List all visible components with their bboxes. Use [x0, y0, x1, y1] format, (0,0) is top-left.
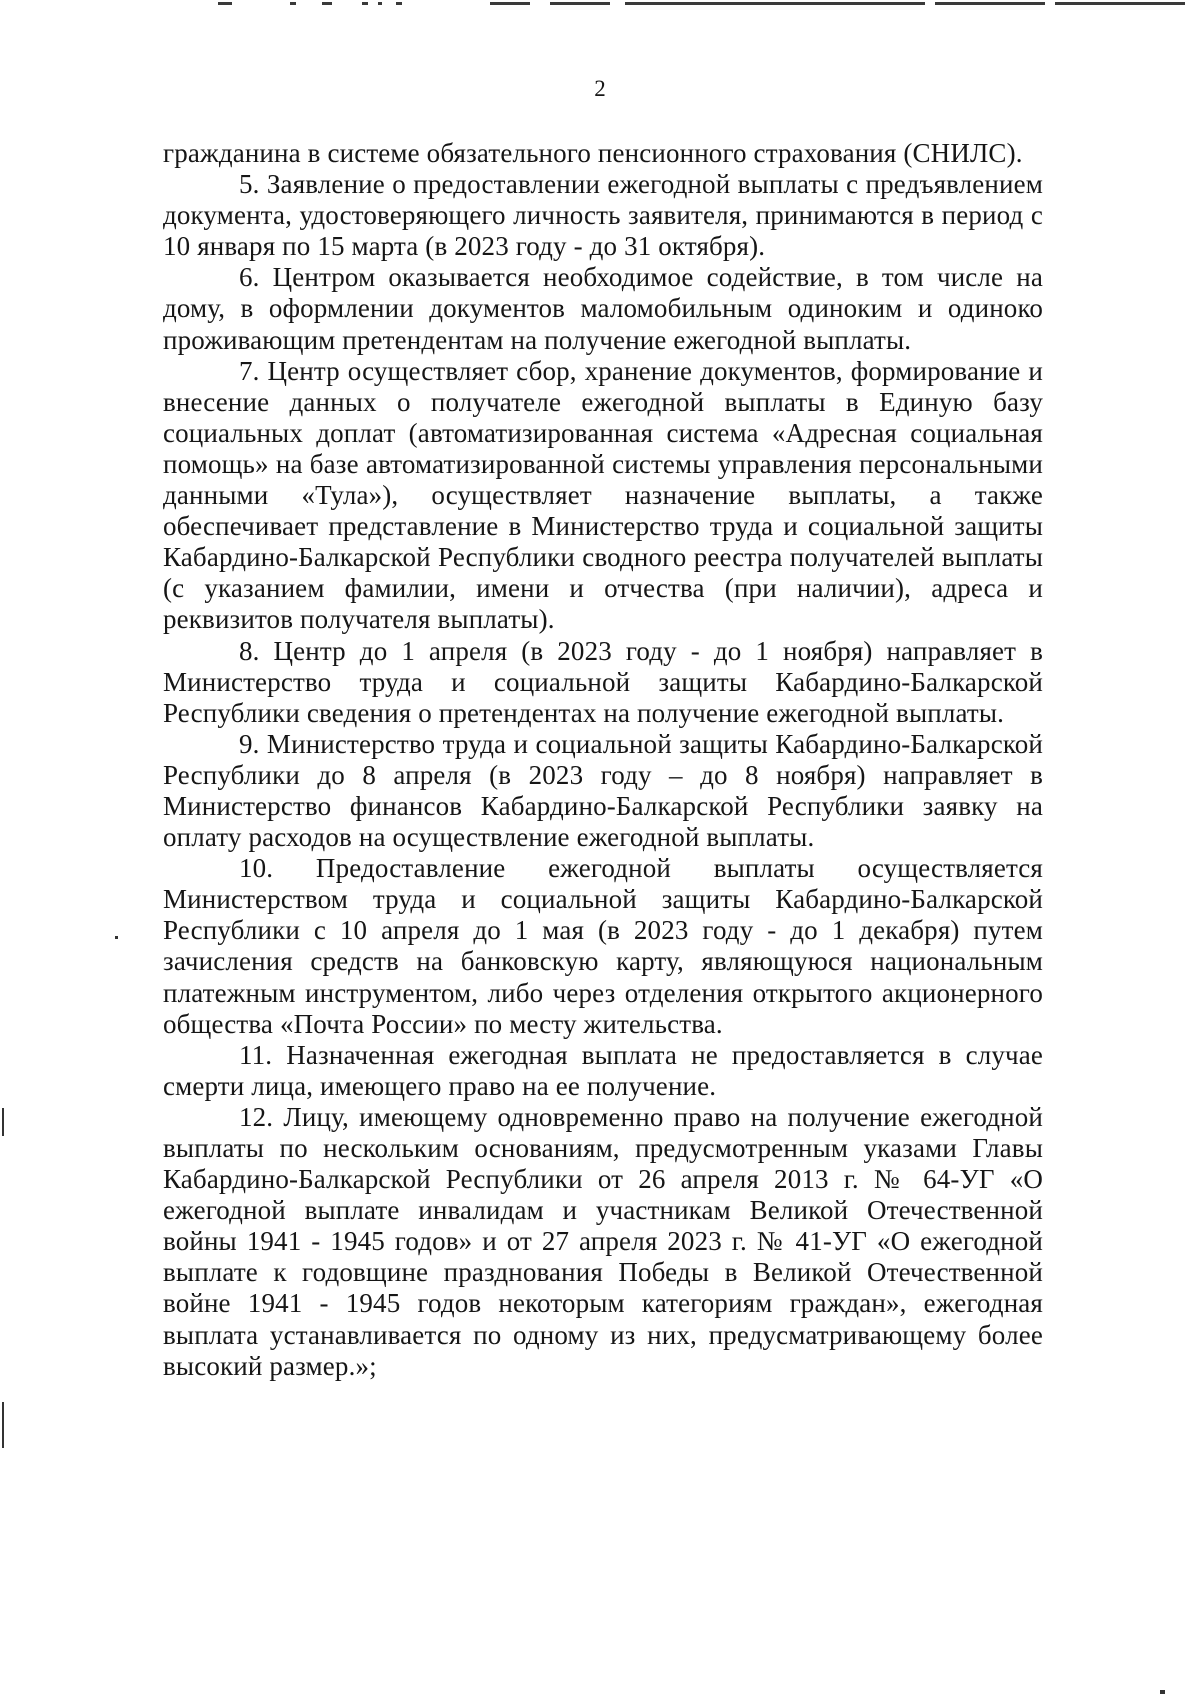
scan-margin-mark [2, 1108, 4, 1136]
scan-margin-mark [2, 1402, 4, 1448]
scan-margin-mark [1160, 1690, 1165, 1694]
paragraph-9: 9. Министерство труда и социальной защиты Кабардино-Балкарской Республики до 8 апреля (в 2023 году – до 8 ноября) направляет в Министерство финансов Кабардино-Балкарской Республики заявку на оплату расходов на осуществление ежегодной выплаты. [163, 728, 1043, 853]
page-number: 2 [594, 76, 606, 101]
paragraph-8: 8. Центр до 1 апреля (в 2023 году - до 1 ноября) направляет в Министерство труда и социальной защиты Кабардино-Балкарской Республики сведения о претендентах на получение ежегодной выплаты. [163, 635, 1043, 728]
paragraph-10: 10. Предоставление ежегодной выплаты осуществляется Министерством труда и социальной защиты Кабардино-Балкарской Республики с 10 апреля до 1 мая (в 2023 году - до 1 декабря) путем зачисления средств на банковскую карту, являющуюся национальным платежным инструментом, либо через отделения открытого акционерного общества «Почта России» по месту жительства. [163, 853, 1043, 1039]
paragraph-12: 12. Лицу, имеющему одновременно право на получение ежегодной выплаты по нескольким основаниям, предусмотренным указами Главы Кабардино-Балкарской Республики от 26 апреля 2013 г. № 64-УГ «О ежегодной выплате инвалидам и участникам Великой Отечественной войны 1941 - 1945 годов» и от 27 апреля 2023 г. № 41-УГ «О ежегодной выплате к годовщине празднования Победы в Великой Отечественной войне 1941 - 1945 годов некоторым категориям граждан», ежегодная выплата устанавливается по одному из них, предусматривающему более высокий размер.»; [163, 1101, 1043, 1381]
document-body [163, 138, 1043, 1382]
paragraph-continuation: гражданина в системе обязательного пенсионного страхования (СНИЛС). [163, 138, 1023, 168]
paragraph-5: 5. Заявление о предоставлении ежегодной выплаты с предъявлением документа, удостоверяющего личность заявителя, принимаются в период с 10 января по 15 марта (в 2023 году - до 31 октября). [163, 169, 1043, 262]
paragraph-6: 6. Центром оказывается необходимое содействие, в том числе на дому, в оформлении документов маломобильным одиноким и одиноко проживающим претендентам на получение ежегодной выплаты. [163, 262, 1043, 355]
scan-margin-mark [115, 936, 118, 939]
scan-top-edge-artifact [0, 0, 1200, 12]
paragraph-7: 7. Центр осуществляет сбор, хранение документов, формирование и внесение данных о получателе ежегодной выплаты в Единую базу социальных доплат (автоматизированная система «Адресная социальная помощь» на базе автоматизированной системы управления персональными данными «Тула»), осуществляет назначение выплаты, а также обеспечивает представление в Министерство труда и социальной защиты Кабардино-Балкарской Республики сводного реестра получателей выплаты (с указанием фамилии, имени и отчества (при наличии), адреса и реквизитов получателя выплаты). [163, 355, 1043, 635]
paragraph-11: 11. Назначенная ежегодная выплата не предоставляется в случае смерти лица, имеющего право на ее получение. [163, 1039, 1043, 1101]
